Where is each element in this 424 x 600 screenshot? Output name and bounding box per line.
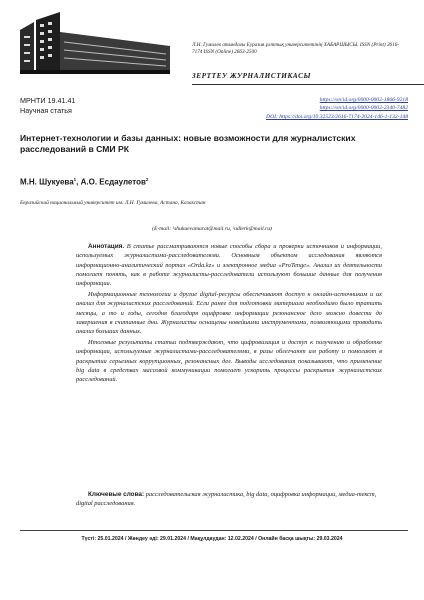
article-title: Интернет-технологии и базы данных: новые возможности для журналистских расследований в СМИ РК xyxy=(20,133,356,154)
keywords-label: Ключевые слова: xyxy=(88,491,145,498)
abstract-paragraph xyxy=(76,242,382,288)
mrnti-code: МРНТИ 19.41.41 xyxy=(20,96,76,105)
journal-info: Л.Н. Гумилев атындағы Еуразия ұлттық университетінің ХАБАРШЫСЫ. ISSN (Print) 2616-7174 ISSN (Online) 2663-2500 xyxy=(192,42,400,55)
doi-link[interactable]: DOI: https://doi.org/10.32523/2616-7174-2024-146-1-132-148 xyxy=(266,113,408,120)
university-building-logo xyxy=(20,12,170,74)
footer-divider xyxy=(20,530,408,531)
abstract-paragraph: Информационные технологии и другие digital-ресурсы обеспечивают доступ к онлайн-источникам и их анализ для журналистских расследований. Если ранее для подготовки материала необходимо было тратить месяцы, а то и годы, сегодня благодаря оцифровке информации резонансное дело можно довести до завершения в считанные дни. Журналисты оснащены новейшими инструментами, позволяющими проводить анализ больших данных. xyxy=(76,290,382,336)
affiliation-marker: 1 xyxy=(73,177,77,182)
affiliation: Евразийский национальный университет им. Л.Н. Гумилева, Астана, Казахстан xyxy=(20,200,206,206)
article-dates: Түсті: 25.01.2024 / Жөндеу әдi: 29.01.2024 / Мақұлдаудан: 12.02.2024 / Онлайн басқа шықты: 29.03.2024 xyxy=(81,536,343,542)
article-meta xyxy=(20,96,76,115)
author-name: М.Н. Шукуева xyxy=(20,177,74,187)
abstract-paragraph: Итоговые результаты статьи подтверждают, что цифровизация и доступ к получению и обработке информации, используемые журналистами-расследователями, в разы облегчают им работу и помогают в раскрытии серьезных коррупционных, резонансных дел. Выводы исследования показывают, что применение big data в средствах массовой коммуникации помогает ускорить процессы раскрытия журналистских расследований. xyxy=(76,338,382,384)
keywords xyxy=(76,490,382,509)
author-name: А.О. Есдаулетов xyxy=(80,177,146,187)
article-links xyxy=(266,96,408,121)
author-emails: (E-mail: ¹shukuevamarat@mail.ru, ²adlerk@mail.ru) xyxy=(152,226,272,232)
orcid-link-1[interactable]: https://orcid.org/0000-0002-1866-9218 xyxy=(319,97,408,103)
header-divider xyxy=(192,84,424,85)
section-title: ЗЕРТТЕУ ЖУРНАЛИСТИКАСЫ xyxy=(192,72,312,80)
affiliation-marker: 2 xyxy=(145,177,149,182)
authors xyxy=(20,177,148,187)
abstract xyxy=(76,242,382,386)
orcid-link-2[interactable]: https://orcid.org/0000-0002-2340-7482 xyxy=(319,105,408,112)
article-type: Научная статья xyxy=(20,105,72,115)
abstract-text: В статье рассматриваются новые способы сбора и проверки источников и информации, используемых журналистами-расследователями. Основным объектом исследования являются информационно-аналитический портал «Orda.kz» и электронное медиа «ProTenge». Анализ их деятельности помогает понять, как в работе журналисты-расследователи используют большие данные для получения информации. xyxy=(76,243,382,288)
journal-header xyxy=(20,12,408,82)
keywords-text: расследовательская журналистика, big data, оцифровка информации, медиа-текст, digital расследования. xyxy=(76,491,377,508)
author-separator: , xyxy=(76,177,81,187)
abstract-label: Аннотация. xyxy=(88,243,125,250)
